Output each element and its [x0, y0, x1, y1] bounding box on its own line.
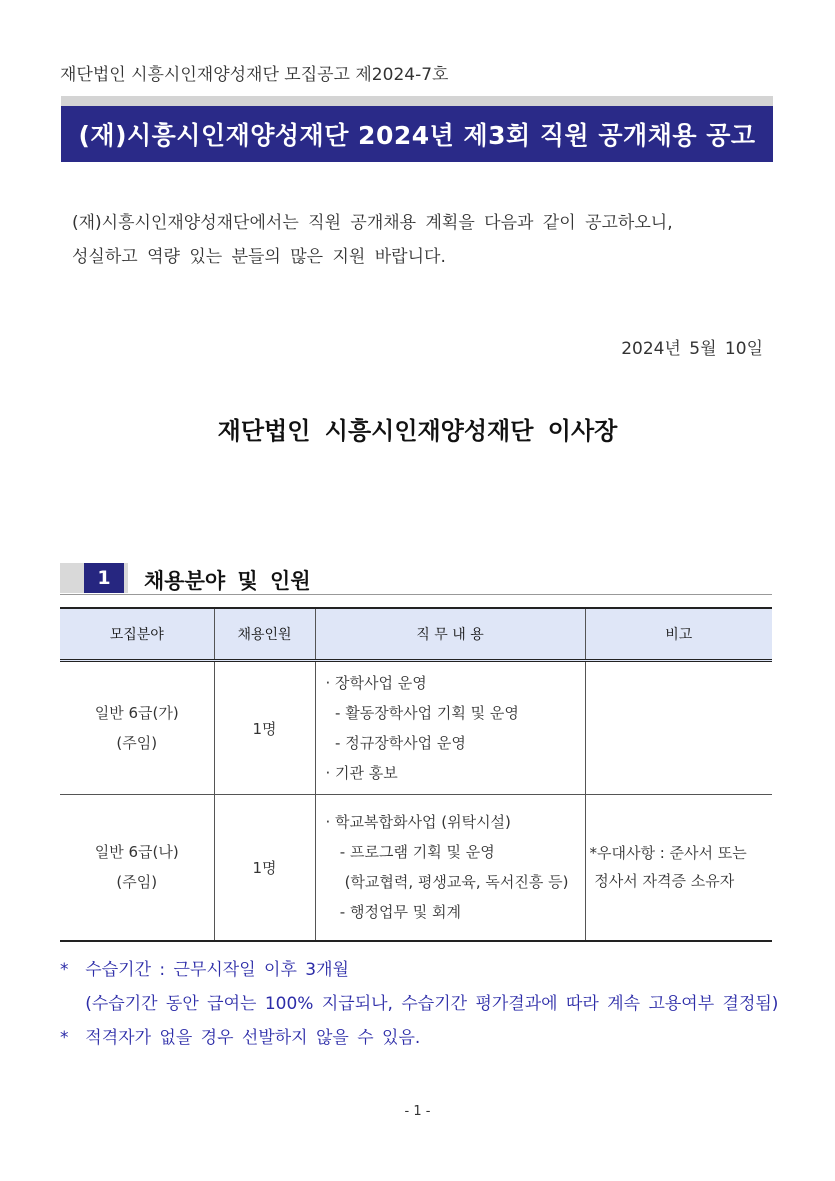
- note-line: (수습기간 동안 급여는 100% 지급되나, 수습기간 평가결과에 따라 계속 고용여부 결정됨): [60, 994, 779, 1014]
- header-field: 모집분야: [60, 608, 214, 661]
- remark-line: 정사서 자격증 소유자: [589, 872, 735, 891]
- duty-line: - 프로그램 기획 및 운영: [325, 843, 495, 862]
- title-strip: [61, 96, 773, 106]
- intro-paragraph: [72, 206, 673, 274]
- intro-line: (재)시흥시인재양성재단에서는 직원 공개채용 계획을 다음과 같이 공고하오니,: [72, 213, 673, 233]
- duty-line: - 행정업무 및 회계: [325, 903, 461, 922]
- field-name: 일반 6급(가): [94, 704, 179, 722]
- section-number: 1: [84, 563, 124, 593]
- field-name: 일반 6급(나): [94, 843, 179, 862]
- remarks-cell: [585, 795, 772, 941]
- recruitment-table: [60, 607, 772, 942]
- note-line: * 수습기간 : 근무시작일 이후 3개월: [60, 960, 349, 980]
- duties-cell: [315, 795, 585, 941]
- duty-line: - 정규장학사업 운영: [325, 734, 466, 752]
- duty-line: · 장학사업 운영: [325, 674, 427, 692]
- section-divider: [60, 594, 772, 595]
- header-count: 채용인원: [214, 608, 315, 661]
- intro-line: 성실하고 역량 있는 분들의 많은 지원 바랍니다.: [72, 247, 446, 267]
- table-header-row: [60, 608, 772, 661]
- header-duties: 직 무 내 용: [315, 608, 585, 661]
- field-rank: (주임): [116, 734, 158, 752]
- header-remarks: 비고: [585, 608, 772, 661]
- duty-line: (학교협력, 평생교육, 독서진흥 등): [325, 873, 569, 892]
- note-line: * 적격자가 없을 경우 선발하지 않을 수 있음.: [60, 1028, 421, 1048]
- announcement-date: 2024년 5월 10일: [621, 339, 763, 359]
- page-number: - 1 -: [404, 1104, 431, 1119]
- duties-cell: [315, 661, 585, 795]
- document-number: 재단법인 시흥시인재양성재단 모집공고 제2024-7호: [60, 65, 449, 85]
- duty-line: - 활동장학사업 기획 및 운영: [325, 704, 519, 722]
- field-cell: [60, 795, 214, 941]
- field-rank: (주임): [116, 873, 158, 892]
- notes: [60, 953, 778, 1055]
- table-row: [60, 661, 772, 795]
- duty-line: · 학교복합화사업 (위탁시설): [325, 813, 511, 832]
- field-cell: [60, 661, 214, 795]
- count-cell: 1명: [214, 795, 315, 941]
- announcement-title: (재)시흥시인재양성재단 2024년 제3회 직원 공개채용 공고: [61, 106, 773, 162]
- table-row: [60, 795, 772, 941]
- duty-line: · 기관 홍보: [325, 764, 398, 782]
- remark-line: *우대사항 : 준사서 또는: [589, 844, 747, 863]
- count-cell: 1명: [214, 661, 315, 795]
- remarks-cell: [585, 661, 772, 795]
- section-title: 채용분야 및 인원: [144, 569, 311, 593]
- signer: 재단법인 시흥시인재양성재단 이사장: [217, 417, 618, 445]
